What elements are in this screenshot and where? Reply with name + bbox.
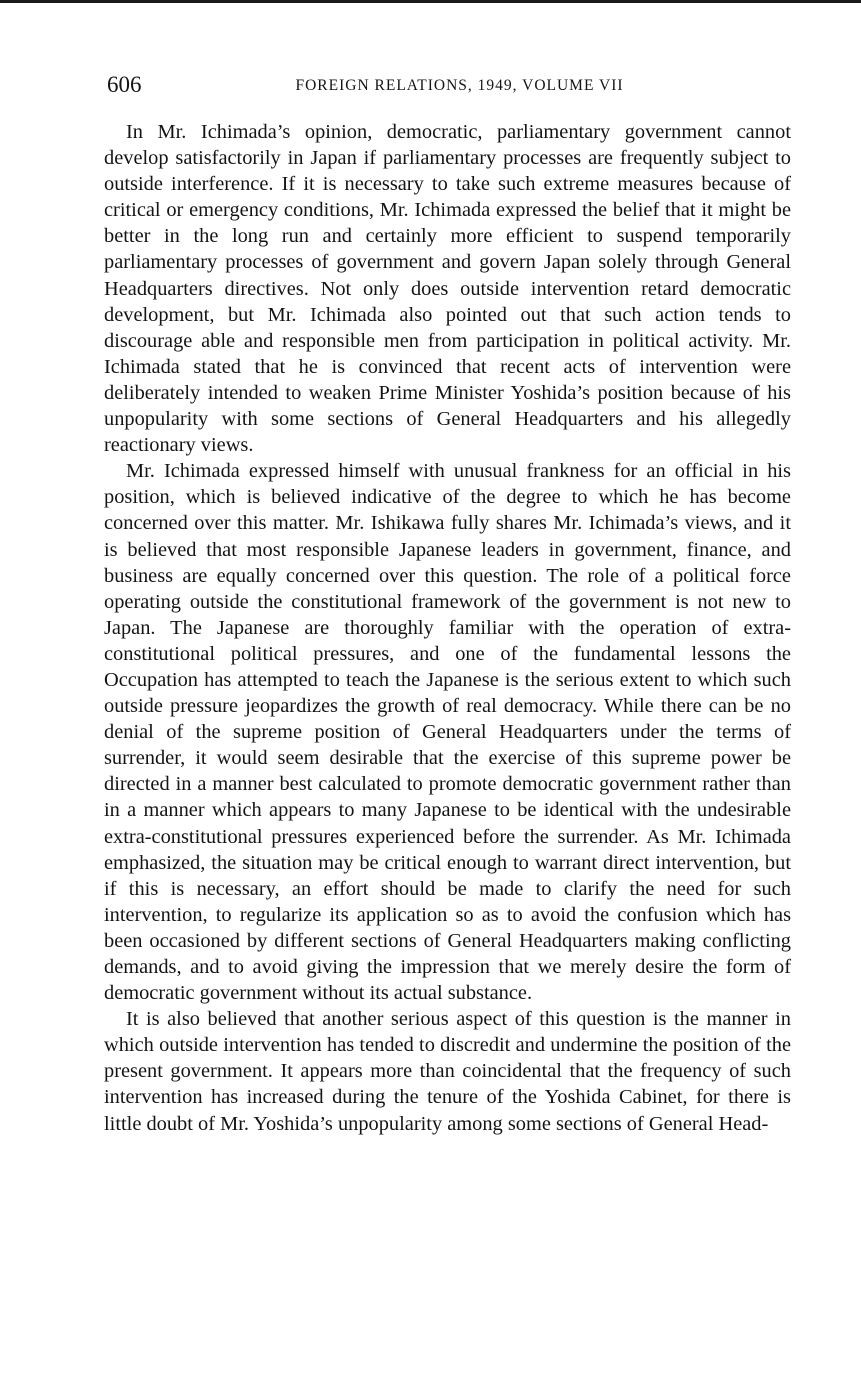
- page-number: 606: [107, 72, 142, 97]
- page-header: [107, 70, 792, 104]
- running-head: FOREIGN RELATIONS, 1949, VOLUME VII: [295, 77, 624, 94]
- paragraph-serious-aspect: It is also believed that another serious aspect of this question is the manner in which outside intervention has tended to discredit and undermine the position of the present government. It appears more than coincidental that the frequency of such intervention has increased during the tenure of the Yoshida Cabinet, for there is little doubt of Mr. Yoshida’s unpopularity among some sections of General Head-: [104, 1008, 791, 1135]
- body-text: [104, 119, 791, 1137]
- paragraph-ichimada-frankness: Mr. Ichimada expressed himself with unusual frankness for an official in his position, which is believed indicative of the degree to which he has become concerned over this matter. Mr. Ishikawa fully shares Mr. Ichimada’s views, and it is believed that most responsible Japanese leaders in government, finance, and business are equally concerned over this question. The role of a political force operating outside the constitutional framework of the government is not new to Japan. The Japanese are thoroughly familiar with the operation of extra-constitutional political pressures, and one of the fundamental lessons the Occupation has attempted to teach the Japanese is the serious extent to which such outside pressure jeopardizes the growth of real democracy. While there can be no denial of the supreme position of General Headquarters under the terms of surrender, it would seem desirable that the exercise of this supreme power be directed in a manner best calculated to promote democratic government rather than in a manner which appears to many Japanese to be identical with the undesirable extra-constitutional pressures experienced before the surrender. As Mr. Ichimada emphasized, the situation may be critical enough to warrant direct intervention, but if this is necessary, an effort should be made to clarify the need for such intervention, to regularize its application so as to avoid the confusion which has been occasioned by different sections of General Headquarters making conflicting demands, and to avoid giving the impression that we merely desire the form of democratic government without its actual substance.: [104, 460, 791, 1005]
- top-border-rule: [0, 0, 861, 3]
- paragraph-ichimada-opinion: In Mr. Ichimada’s opinion, democratic, parliamentary government cannot develop satisfactorily in Japan if parliamentary processes are frequently subject to outside interference. If it is necessary to take such extreme measures because of critical or emergency conditions, Mr. Ichimada expressed the belief that it might be better in the long run and certainly more efficient to suspend temporarily parliamentary processes of government and govern Japan solely through General Headquarters directives. Not only does outside intervention retard democratic development, but Mr. Ichimada also pointed out that such action tends to discourage able and responsible men from participation in political activity. Mr. Ichimada stated that he is convinced that recent acts of intervention were deliberately intended to weaken Prime Minister Yoshida’s position because of his unpopularity with some sections of General Headquarters and his allegedly reactionary views.: [104, 121, 791, 457]
